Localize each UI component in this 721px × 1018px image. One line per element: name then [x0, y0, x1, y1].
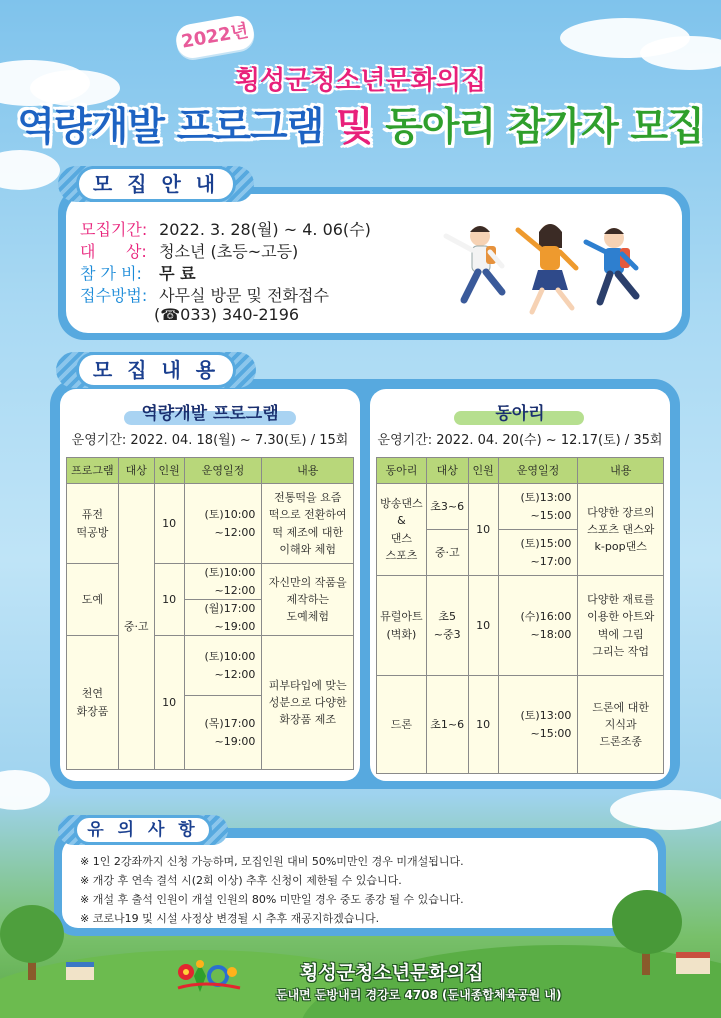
club-header-content: 내용 — [578, 458, 664, 484]
cloud-left-bottom — [0, 770, 50, 810]
notice-item: ※ 개설 후 출석 인원이 개설 인원의 80% 미만일 경우 중도 종강 될 수 있습니다. — [80, 893, 464, 906]
club-header-target: 대상 — [426, 458, 468, 484]
program-schedule: (토)10:00 ~12:00 — [184, 636, 262, 696]
program-header-name: 프로그램 — [67, 458, 119, 484]
info-row-method — [80, 283, 329, 306]
info-value-period: 2022. 3. 28(월) ~ 4. 06(수) — [159, 220, 371, 239]
program-content: 전통떡을 요즘 떡으로 전환하여 떡 제조에 대한 이해와 체험 — [262, 484, 354, 564]
info-label-fee: 참 가 비: — [80, 264, 142, 283]
info-row-period — [80, 217, 371, 240]
club-table — [376, 457, 664, 774]
table-row — [377, 676, 664, 774]
program-panel — [60, 389, 360, 781]
program-schedule: (토)10:00 ~12:00 — [184, 564, 262, 600]
club-name: 뮤럴아트 (벽화) — [377, 576, 427, 676]
tree-right-icon — [612, 890, 682, 954]
club-content: 다양한 재료를 이용한 아트와 벽에 그림 그리는 작업 — [578, 576, 664, 676]
club-target: 초5 ~중3 — [426, 576, 468, 676]
program-header-schedule: 운영일정 — [184, 458, 262, 484]
notice-item: ※ 코로나19 및 시설 사정상 변경될 시 추후 재공지하겠습니다. — [80, 912, 380, 925]
info-value-method: 사무실 방문 및 전화접수 — [159, 286, 329, 305]
club-count: 10 — [468, 676, 498, 774]
program-name: 퓨전 떡공방 — [67, 484, 119, 564]
program-content: 자신만의 작품을 제작하는 도예체험 — [262, 564, 354, 636]
program-name: 천연 화장품 — [67, 636, 119, 770]
footer-organization: 횡성군청소년문화의집 — [300, 962, 484, 984]
club-target: 초3~6 — [426, 484, 468, 530]
table-row — [67, 564, 354, 600]
page-title — [0, 96, 721, 152]
footer-address: 둔내면 둔방내리 경강로 4708 (둔내종합체육공원 내) — [276, 988, 562, 1002]
info-value-fee: 무 료 — [159, 264, 196, 283]
title-and: 및 — [335, 105, 373, 150]
program-table-header — [67, 458, 354, 484]
club-name: 방송댄스 & 댄스 스포츠 — [377, 484, 427, 576]
club-target: 중·고 — [426, 530, 468, 576]
table-row — [377, 576, 664, 676]
club-schedule: (수)16:00 ~18:00 — [498, 576, 578, 676]
club-title — [370, 399, 670, 424]
program-period: 운영기간: 2022. 04. 18(월) ~ 7.30(토) / 15회 — [71, 433, 349, 448]
program-name: 도예 — [67, 564, 119, 636]
program-target: 중·고 — [118, 484, 154, 770]
club-title-text: 동아리 — [495, 404, 545, 424]
club-count: 10 — [468, 576, 498, 676]
program-schedule: (목)17:00 ~19:00 — [184, 696, 262, 770]
club-schedule: (토)15:00 ~17:00 — [498, 530, 578, 576]
club-header-name: 동아리 — [377, 458, 427, 484]
info-label-method: 접수방법: — [80, 286, 148, 305]
info-row-phone — [154, 305, 299, 324]
program-schedule: (월)17:00 ~19:00 — [184, 600, 262, 636]
club-header-schedule: 운영일정 — [498, 458, 578, 484]
program-header-target: 대상 — [118, 458, 154, 484]
program-count: 10 — [154, 484, 184, 564]
program-table — [66, 457, 354, 770]
info-label-target: 대 상: — [80, 242, 147, 261]
club-name: 드론 — [377, 676, 427, 774]
club-panel — [370, 389, 670, 781]
cloud-left-mid — [0, 150, 60, 190]
program-content: 피부타입에 맞는 성분으로 다양한 화장품 제조 — [262, 636, 354, 770]
recruit-content-tab: 모 집 내 용 — [76, 352, 236, 388]
tree-left-icon — [0, 905, 64, 963]
table-row — [67, 636, 354, 696]
recruit-info-tab: 모 집 안 내 — [76, 166, 236, 202]
info-value-phone: (☎033) 340-2196 — [154, 305, 300, 324]
organization-logo — [174, 958, 244, 998]
club-schedule: (토)13:00 ~15:00 — [498, 484, 578, 530]
table-row — [67, 484, 354, 564]
info-value-fee-wrap — [159, 264, 195, 283]
club-period: 운영기간: 2022. 04. 20(수) ~ 12.17(토) / 35회 — [377, 433, 663, 448]
program-header-content: 내용 — [262, 458, 354, 484]
title-club: 동아리 참가자 모집 — [385, 105, 704, 150]
info-label-period: 모집기간: — [80, 220, 148, 239]
info-row-fee — [80, 261, 196, 284]
house-icon-left — [66, 962, 94, 980]
club-content: 드론에 대한 지식과 드론조종 — [578, 676, 664, 774]
club-schedule: (토)13:00 ~15:00 — [498, 676, 578, 774]
program-header-count: 인원 — [154, 458, 184, 484]
notice-item: ※ 개강 후 연속 결석 시(2회 이상) 추후 신청이 제한될 수 있습니다. — [80, 874, 402, 887]
club-target: 초1~6 — [426, 676, 468, 774]
program-title — [60, 399, 360, 424]
cloud-right-bottom — [610, 790, 721, 830]
running-students-illustration — [432, 208, 652, 320]
program-title-text: 역량개발 프로그램 — [141, 404, 279, 424]
year-badge: 2022년 — [174, 13, 257, 60]
title-program: 역량개발 프로그램 — [17, 105, 324, 150]
house-icon — [676, 952, 710, 974]
program-schedule: (토)10:00 ~12:00 — [184, 484, 262, 564]
club-header-count: 인원 — [468, 458, 498, 484]
info-value-target: 청소년 (초등~고등) — [159, 242, 299, 261]
organization-title: 횡성군청소년문화의집 — [234, 66, 487, 96]
info-row-target — [80, 239, 298, 262]
notice-item: ※ 1인 2강좌까지 신청 가능하며, 모집인원 대비 50%미만인 경우 미개설됩니다. — [80, 855, 464, 868]
table-row — [377, 484, 664, 530]
club-count: 10 — [468, 484, 498, 576]
program-count: 10 — [154, 636, 184, 770]
notice-tab: 유 의 사 항 — [74, 815, 212, 845]
program-count: 10 — [154, 564, 184, 636]
club-table-header — [377, 458, 664, 484]
club-content: 다양한 장르의 스포츠 댄스와 k-pop댄스 — [578, 484, 664, 576]
